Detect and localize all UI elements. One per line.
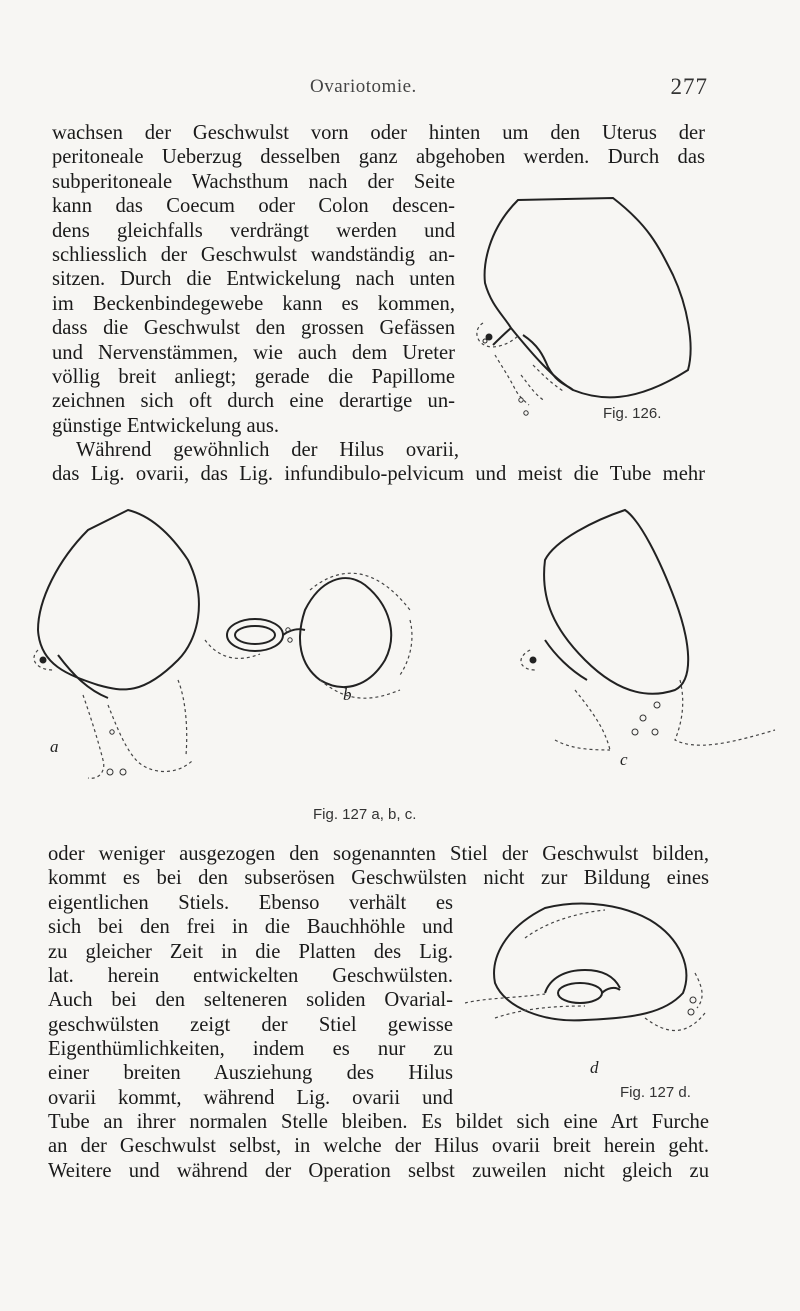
page-number: 277 [670,74,708,99]
text-line: kann das Coecum oder Colon descen- [52,195,455,217]
text-line: sich bei den frei in die Bauchhöhle und [48,916,453,938]
text-line: Weitere und während der Operation selbst zuweilen nicht gleich zu [48,1160,709,1182]
figure-126-drawing [463,195,703,455]
text-line: einer breiten Ausziehung des Hilus [48,1062,453,1084]
text-line: eigentlichen Stiels. Ebenso verhält es [48,892,453,914]
figure-126-caption: Fig. 126. [603,405,662,422]
figure-127d-label: d [590,1058,599,1077]
figure-127b-drawing [200,560,440,760]
text-line: subperitoneale Wachsthum nach der Seite [52,171,455,193]
text-line: günstige Entwickelung aus. [52,415,280,437]
text-line: oder weniger ausgezogen den sogenannten Stiel der Geschwulst bilden, [48,843,709,865]
text-line: dass die Geschwulst den grossen Gefässen [52,317,455,339]
figure-127b [200,560,440,760]
running-title: Ovariotomie. [310,76,417,97]
text-line: kommt es bei den subserösen Geschwülsten nicht zur Bildung eines [48,867,709,889]
text-line: Tube an ihrer normalen Stelle bleiben. Es bildet sich eine Art Furche [48,1111,709,1133]
figure-127a [28,500,228,790]
text-line: peritoneale Ueberzug desselben ganz abgehoben werden. Durch das [52,146,705,168]
figure-127d [465,898,735,1098]
figure-127d-drawing [465,898,735,1098]
text-line: schliesslich der Geschwulst wandständig an- [52,244,455,266]
text-line: zu gleicher Zeit in die Platten des Lig. [48,941,453,963]
text-line: zeichnen sich oft durch eine derartige un- [52,390,455,412]
figure-127-caption: Fig. 127 a, b, c. [313,806,417,823]
figure-126 [463,195,703,455]
text-line: lat. herein entwickelten Geschwülsten. [48,965,453,987]
text-line: wachsen der Geschwulst vorn oder hinten um den Uterus der [52,122,705,144]
text-line: dens gleichfalls verdrängt werden und [52,220,455,242]
text-line: völlig breit anliegt; gerade die Papillome [52,366,455,388]
figure-127a-drawing [28,500,228,790]
text-line: Eigenthümlichkeiten, indem es nur zu [48,1038,453,1060]
text-line: im Beckenbindegewebe kann es kommen, [52,293,455,315]
figure-127c [515,500,785,770]
figure-127d-caption: Fig. 127 d. [620,1084,691,1101]
figure-127c-drawing [515,500,785,770]
figure-127a-label: a [50,737,59,756]
figure-127c-label: c [620,750,628,769]
text-line: geschwülsten zeigt der Stiel gewisse [48,1014,453,1036]
text-line: ovarii kommt, während Lig. ovarii und [48,1087,453,1109]
text-line: Auch bei den selteneren soliden Ovarial- [48,989,453,1011]
text-line: Während gewöhnlich der Hilus ovarii, [76,439,459,461]
page-header [0,76,800,106]
text-line: sitzen. Durch die Entwickelung nach unten [52,268,455,290]
figure-127b-label: b [343,685,352,704]
text-line: und Nervenstämmen, wie auch dem Ureter [52,342,455,364]
text-line: an der Geschwulst selbst, in welche der Hilus ovarii breit herein geht. [48,1135,709,1157]
text-line: das Lig. ovarii, das Lig. infundibulo-pelvicum und meist die Tube mehr [52,463,705,485]
